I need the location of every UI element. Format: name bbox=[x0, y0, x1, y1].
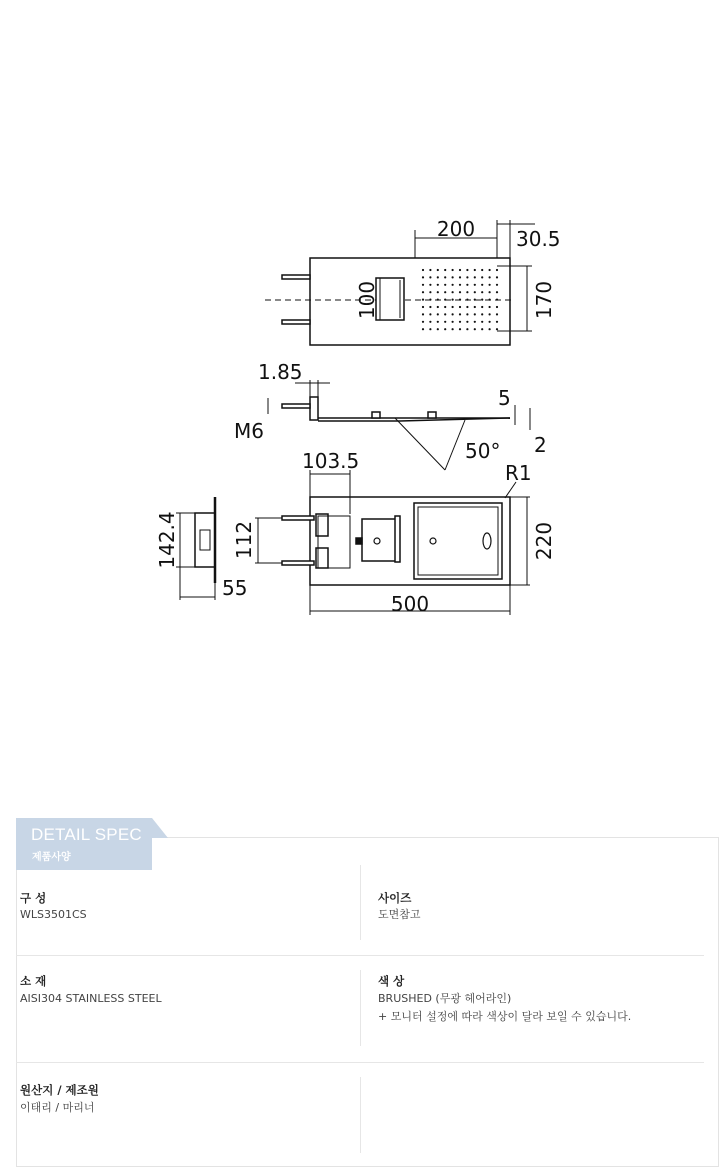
nozzle-dot bbox=[429, 276, 431, 278]
nozzle-dot bbox=[452, 269, 454, 271]
nozzle-dot bbox=[444, 299, 446, 301]
nozzle-dot bbox=[437, 306, 439, 308]
nozzle-dot bbox=[459, 328, 461, 330]
nozzle-dot bbox=[481, 284, 483, 286]
nozzle-dot bbox=[422, 306, 424, 308]
dim-170: 170 bbox=[532, 280, 556, 320]
side-view-wall-plate bbox=[310, 397, 318, 420]
row-divider bbox=[16, 955, 704, 956]
nozzle-dot bbox=[466, 313, 468, 315]
column-divider bbox=[360, 865, 361, 940]
nozzle-dot bbox=[437, 313, 439, 315]
nozzle-dot bbox=[422, 291, 424, 293]
spec-tab bbox=[16, 818, 168, 870]
nozzle-dot bbox=[466, 269, 468, 271]
dim-2: 2 bbox=[534, 433, 547, 457]
nozzle-dot bbox=[466, 299, 468, 301]
dim-angle-50: 50° bbox=[465, 439, 501, 463]
column-divider bbox=[360, 1077, 361, 1153]
spec-label-origin: 원산지 / 제조원 bbox=[20, 1083, 99, 1097]
nozzle-dot bbox=[429, 291, 431, 293]
nozzle-dot bbox=[444, 269, 446, 271]
dim-200: 200 bbox=[436, 217, 476, 241]
nozzle-dot bbox=[444, 284, 446, 286]
spec-label-material: 소 재 bbox=[20, 974, 47, 988]
nozzle-dot bbox=[466, 328, 468, 330]
nozzle-dot bbox=[459, 321, 461, 323]
nozzle-dot bbox=[466, 284, 468, 286]
nozzle-dot bbox=[474, 291, 476, 293]
nozzle-dot bbox=[481, 313, 483, 315]
spec-title: DETAIL SPEC bbox=[31, 825, 142, 844]
nozzle-dot bbox=[422, 299, 424, 301]
spec-value-size: 도면참고 bbox=[378, 908, 421, 921]
nozzle-dot bbox=[429, 284, 431, 286]
nozzle-dot bbox=[481, 291, 483, 293]
column-divider bbox=[360, 970, 361, 1046]
spec-value-material: AISI304 STAINLESS STEEL bbox=[20, 992, 162, 1005]
nozzle-dot bbox=[481, 276, 483, 278]
nozzle-dot bbox=[489, 299, 491, 301]
spec-value-color: BRUSHED (무광 헤어라인) bbox=[378, 992, 512, 1005]
nozzle-dot bbox=[466, 306, 468, 308]
dim-103-5: 103.5 bbox=[302, 449, 360, 473]
nozzle-dot bbox=[429, 313, 431, 315]
nozzle-dot bbox=[437, 284, 439, 286]
nozzle-dot bbox=[474, 313, 476, 315]
nozzle-dot bbox=[474, 306, 476, 308]
nozzle-dot bbox=[474, 328, 476, 330]
nozzle-dot bbox=[444, 321, 446, 323]
dim-112: 112 bbox=[232, 520, 256, 560]
nozzle-dot bbox=[489, 321, 491, 323]
nozzle-dot bbox=[429, 299, 431, 301]
nozzle-dot bbox=[489, 328, 491, 330]
nozzle-dot bbox=[489, 269, 491, 271]
nozzle-dot bbox=[489, 291, 491, 293]
nozzle-dot bbox=[496, 306, 498, 308]
nozzle-dot bbox=[429, 321, 431, 323]
nozzle-dot bbox=[452, 291, 454, 293]
nozzle-dot bbox=[444, 276, 446, 278]
nozzle-dot bbox=[444, 291, 446, 293]
plan-view-body bbox=[310, 497, 510, 585]
nozzle-dot bbox=[496, 299, 498, 301]
dim-30-5: 30.5 bbox=[516, 227, 561, 251]
top-view-pipe-lower bbox=[282, 320, 310, 324]
nozzle-dot bbox=[459, 306, 461, 308]
spec-value-origin: 이태리 / 마리너 bbox=[20, 1101, 95, 1114]
nozzle-dot bbox=[466, 276, 468, 278]
nozzle-dot bbox=[452, 284, 454, 286]
dim-r1: R1 bbox=[505, 461, 532, 485]
nozzle-dot bbox=[489, 276, 491, 278]
nozzle-dot bbox=[496, 321, 498, 323]
nozzle-dot bbox=[496, 291, 498, 293]
plan-view-pipe-upper bbox=[282, 516, 314, 520]
dim-55: 55 bbox=[222, 576, 248, 600]
nozzle-dot bbox=[474, 276, 476, 278]
nozzle-dot bbox=[459, 269, 461, 271]
nozzle-dot bbox=[481, 321, 483, 323]
dim-1-85: 1.85 bbox=[258, 360, 303, 384]
nozzle-dot bbox=[429, 306, 431, 308]
top-view-pipe-upper bbox=[282, 275, 310, 279]
row-divider bbox=[16, 1062, 704, 1063]
nozzle-dot bbox=[452, 299, 454, 301]
top-view-body bbox=[310, 258, 510, 345]
nozzle-dot bbox=[489, 313, 491, 315]
nozzle-dot bbox=[452, 313, 454, 315]
spec-label-composition: 구 성 bbox=[20, 891, 47, 905]
dim-m6: M6 bbox=[234, 419, 264, 443]
nozzle-dot bbox=[422, 284, 424, 286]
nozzle-dot bbox=[459, 284, 461, 286]
nozzle-dot bbox=[474, 284, 476, 286]
nozzle-dot bbox=[422, 276, 424, 278]
nozzle-dot bbox=[437, 269, 439, 271]
nozzle-dot bbox=[437, 276, 439, 278]
nozzle-dot bbox=[474, 269, 476, 271]
nozzle-dot bbox=[489, 284, 491, 286]
nozzle-dot bbox=[496, 269, 498, 271]
nozzle-dot bbox=[481, 328, 483, 330]
nozzle-dot bbox=[422, 313, 424, 315]
nozzle-dot bbox=[444, 306, 446, 308]
dim-220: 220 bbox=[532, 521, 556, 561]
nozzle-dot bbox=[459, 291, 461, 293]
nozzle-dot bbox=[452, 321, 454, 323]
nozzle-dot bbox=[474, 321, 476, 323]
dim-142-4: 142.4 bbox=[155, 511, 179, 569]
nozzle-dot bbox=[481, 299, 483, 301]
nozzle-dot bbox=[481, 306, 483, 308]
plan-view-tray bbox=[414, 503, 502, 579]
nozzle-dot bbox=[496, 328, 498, 330]
nozzle-dot bbox=[496, 276, 498, 278]
spec-value-composition: WLS3501CS bbox=[20, 908, 87, 921]
dim-100: 100 bbox=[355, 280, 379, 320]
nozzle-dot bbox=[429, 269, 431, 271]
nozzle-dot bbox=[437, 321, 439, 323]
spec-color-note: + 모니터 설정에 따라 색상이 달라 보일 수 있습니다. bbox=[378, 1010, 632, 1023]
nozzle-dot bbox=[459, 276, 461, 278]
nozzle-dot bbox=[422, 321, 424, 323]
nozzle-dot bbox=[437, 291, 439, 293]
plan-view-pipe-lower bbox=[282, 561, 314, 565]
side-view-pipe-upper bbox=[282, 404, 310, 408]
nozzle-dot bbox=[429, 328, 431, 330]
nozzle-dot bbox=[496, 313, 498, 315]
nozzle-dot bbox=[422, 328, 424, 330]
nozzle-dot bbox=[474, 299, 476, 301]
spec-subtitle: 제품사양 bbox=[32, 852, 71, 863]
nozzle-dot bbox=[452, 276, 454, 278]
nozzle-dot bbox=[466, 321, 468, 323]
dim-500: 500 bbox=[390, 592, 430, 616]
spec-label-color: 색 상 bbox=[378, 974, 405, 988]
nozzle-dot bbox=[496, 284, 498, 286]
spec-label-size: 사이즈 bbox=[378, 891, 412, 905]
nozzle-dot bbox=[452, 306, 454, 308]
dim-5: 5 bbox=[498, 386, 511, 410]
nozzle-dot bbox=[444, 328, 446, 330]
nozzle-dot bbox=[444, 313, 446, 315]
nozzle-dot bbox=[422, 269, 424, 271]
nozzle-dot bbox=[437, 299, 439, 301]
nozzle-dot bbox=[437, 328, 439, 330]
nozzle-dot bbox=[466, 291, 468, 293]
nozzle-dot bbox=[489, 306, 491, 308]
nozzle-dot bbox=[459, 313, 461, 315]
nozzle-dot bbox=[452, 328, 454, 330]
nozzle-dot bbox=[459, 299, 461, 301]
nozzle-dot bbox=[481, 269, 483, 271]
